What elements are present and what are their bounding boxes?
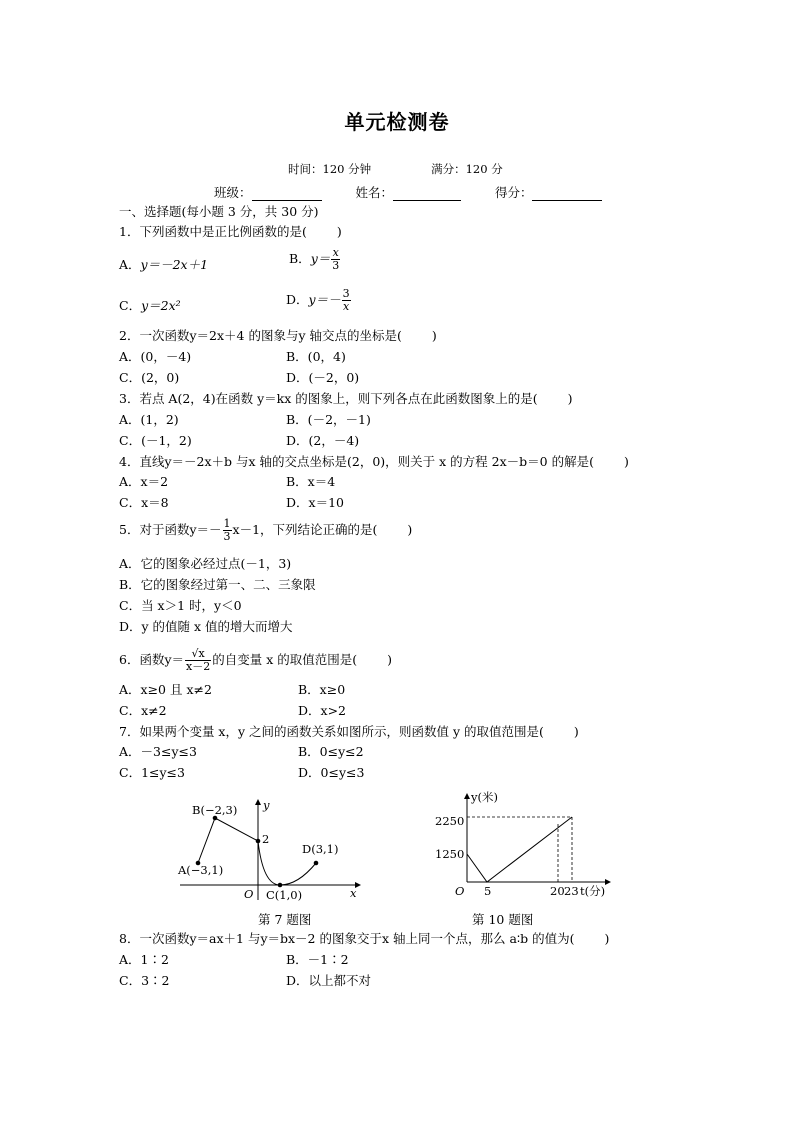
fig10-tick-2250: 2250 (435, 814, 465, 828)
q5-fraction: $\frac{1}{3}$ (223, 517, 231, 543)
q1-option-d: D．y＝－ $\frac{3}{x}$ (286, 287, 350, 313)
fig7-label-c: C(1,0) (266, 888, 303, 902)
fig7-label-2: 2 (262, 832, 270, 846)
q1-b-fraction: $\frac{x}{3}$ (332, 246, 340, 272)
q6-option-b: B．x≥0 (298, 682, 346, 697)
q4-stem: 4．直线y＝－2x＋b 与x 轴的交点坐标是(2，0)，则关于 x 的方程 2x－b＝0 的解是( ) (119, 454, 629, 469)
q3-option-d: D．(2，－4) (286, 433, 360, 448)
q1-option-b: B．y＝ $\frac{x}{3}$ (289, 246, 340, 272)
fig10-tick-20: 20 (550, 884, 565, 898)
fig7-label-a: A(−3,1) (178, 863, 224, 877)
q2-option-b: B．(0，4) (286, 349, 346, 364)
q8-option-b: B．－1∶2 (286, 952, 349, 967)
fig7-label-x: x (350, 886, 357, 900)
q2-option-c: C．(2，0) (119, 370, 180, 385)
q7-stem: 7．如果两个变量 x，y 之间的函数关系如图所示，则函数值 y 的取值范围是( ) (119, 724, 579, 739)
exam-meta (288, 161, 503, 177)
q3-option-c: C．(－1，2) (119, 433, 192, 448)
fig10-label-o: O (455, 884, 465, 898)
fig10-tick-1250: 1250 (435, 847, 465, 861)
page-title: 单元检测卷 (344, 110, 450, 134)
fig10-xlabel: t(分) (580, 884, 606, 898)
q6-stem: 6．函数y＝ $\frac{√x}{x-2}$ 的自变量 x 的取值范围是( ) (119, 647, 392, 673)
student-info (214, 183, 602, 201)
q6-option-c: C．x≠2 (119, 703, 167, 718)
q1-d-fraction: $\frac{3}{x}$ (342, 287, 350, 313)
fig7-caption: 第 7 题图 (258, 912, 312, 927)
q5-option-d: D．y 的值随 x 值的增大而增大 (119, 619, 293, 634)
fig10-x-arrow (605, 879, 611, 885)
q4-option-b: B．x＝4 (286, 474, 336, 489)
q7-option-b: B．0≤y≤2 (298, 744, 364, 759)
name-label: 姓名： (355, 185, 393, 200)
q5-stem: 5．对于函数y＝－ $\frac{1}{3}$ x－1，下列结论正确的是( ) (119, 517, 413, 543)
fig10-y-arrow (464, 793, 470, 799)
fig10-line (467, 817, 572, 882)
q7-option-d: D．0≤y≤3 (298, 765, 365, 780)
grade-blank[interactable] (532, 187, 602, 201)
q4-option-a: A．x＝2 (119, 474, 169, 489)
score-label: 满分：120 分 (431, 162, 503, 176)
fig7-point-c (278, 883, 283, 888)
q2-option-a: A．(0，－4) (119, 349, 192, 364)
q8-option-c: C．3∶2 (119, 973, 170, 988)
fig7-label-b: B(−2,3) (192, 803, 238, 817)
class-blank[interactable] (252, 187, 322, 201)
q1-option-c: C．y＝2x² (119, 298, 181, 313)
q5-option-a: A．它的图象必经过点(－1，3) (119, 556, 292, 571)
q8-stem: 8．一次函数y＝ax＋1 与y＝bx－2 的图象交于x 轴上同一个点，那么 a∶b 的值为( ) (119, 931, 610, 946)
section-heading: 一、选择题(每小题 3 分，共 30 分) (119, 204, 319, 219)
fig7-segment-ab (198, 818, 258, 863)
fig10-caption: 第 10 题图 (472, 912, 534, 927)
fig7-label-d: D(3,1) (302, 842, 339, 856)
fig10-tick-5: 5 (484, 884, 492, 898)
q8-option-a: A．1∶2 (119, 952, 169, 967)
fig7-point-d (314, 861, 319, 866)
fig7-label-o: O (244, 887, 254, 901)
q6-option-d: D．x>2 (298, 703, 346, 718)
q6-fraction: $\frac{√x}{x-2}$ (186, 647, 211, 673)
q2-stem: 2．一次函数y＝2x＋4 的图象与y 轴交点的坐标是( ) (119, 328, 437, 343)
q7-option-c: C．1≤y≤3 (119, 765, 185, 780)
q4-option-d: D．x＝10 (286, 495, 344, 510)
time-label: 时间：120 分钟 (288, 162, 372, 176)
q3-option-a: A．(1，2) (119, 412, 179, 427)
q5-option-b: B．它的图象经过第一、二、三象限 (119, 577, 316, 592)
q7-option-a: A．－3≤y≤3 (119, 744, 197, 759)
q3-option-b: B．(－2，－1) (286, 412, 371, 427)
fig7-label-y: y (263, 798, 270, 812)
q6-option-a: A．x≥0 且 x≠2 (119, 682, 212, 697)
name-blank[interactable] (393, 187, 461, 201)
figure-10 (430, 787, 620, 905)
class-label: 班级： (214, 185, 252, 200)
q3-stem: 3．若点 A(2，4)在函数 y＝kx 的图象上，则下列各点在此函数图象上的是( ) (119, 391, 573, 406)
figure-7 (170, 795, 370, 905)
grade-label: 得分： (494, 185, 533, 200)
q2-option-d: D．(－2，0) (286, 370, 360, 385)
fig7-point-2 (256, 839, 261, 844)
q5-option-c: C．当 x＞1 时，y＜0 (119, 598, 242, 613)
q4-option-c: C．x＝8 (119, 495, 169, 510)
fig10-ylabel: y(米) (471, 790, 498, 804)
fig10-tick-23: 23 (564, 884, 579, 898)
q1-option-a: A．y＝－2x＋1 (119, 257, 209, 272)
q1-stem: 1．下列函数中是正比例函数的是( ) (119, 224, 342, 239)
fig7-y-arrow (255, 799, 261, 805)
q8-option-d: D．以上都不对 (286, 973, 372, 988)
